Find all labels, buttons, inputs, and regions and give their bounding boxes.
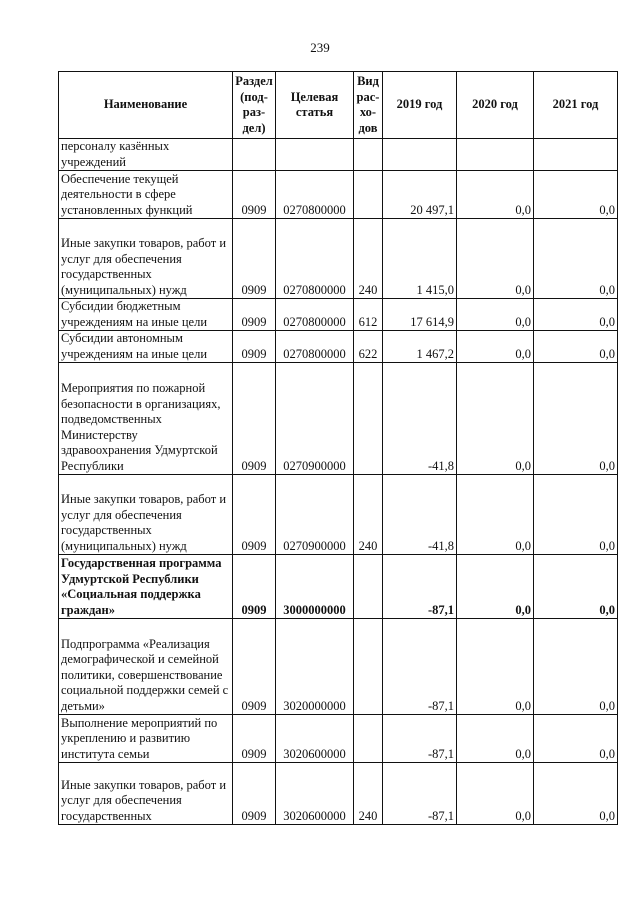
row-value-2019: -41,8 <box>383 363 457 475</box>
row-value-2019: -87,1 <box>383 715 457 763</box>
row-value-2020: 0,0 <box>457 555 534 619</box>
row-value-2020: 0,0 <box>457 299 534 331</box>
row-section: 0909 <box>233 299 276 331</box>
row-value-2021: 0,0 <box>534 619 618 715</box>
row-expense-type: 612 <box>354 299 383 331</box>
header-name: Наименование <box>59 72 233 139</box>
table-row <box>59 331 618 363</box>
row-target: 0270800000 <box>276 299 354 331</box>
row-section: 0909 <box>233 555 276 619</box>
row-value-2020 <box>457 139 534 171</box>
row-section: 0909 <box>233 715 276 763</box>
row-target: 3020600000 <box>276 763 354 825</box>
table-row <box>59 363 618 475</box>
row-value-2020: 0,0 <box>457 475 534 555</box>
header-2021: 2021 год <box>534 72 618 139</box>
row-name: Обеспечение текущей деятельности в сфере установленных функций <box>59 171 233 219</box>
table-body <box>59 139 618 825</box>
row-expense-type: 240 <box>354 763 383 825</box>
row-expense-type <box>354 363 383 475</box>
row-value-2019: -41,8 <box>383 475 457 555</box>
row-value-2019: -87,1 <box>383 619 457 715</box>
table-row <box>59 475 618 555</box>
row-name: Иные закупки товаров, работ и услуг для обеспечения государственных <box>59 763 233 825</box>
row-value-2019: -87,1 <box>383 555 457 619</box>
row-value-2021 <box>534 139 618 171</box>
row-expense-type: 240 <box>354 219 383 299</box>
row-target: 0270900000 <box>276 363 354 475</box>
row-value-2019: 1 467,2 <box>383 331 457 363</box>
row-value-2021: 0,0 <box>534 475 618 555</box>
table-row <box>59 171 618 219</box>
row-expense-type: 622 <box>354 331 383 363</box>
row-value-2020: 0,0 <box>457 619 534 715</box>
table-row <box>59 299 618 331</box>
table-header-row <box>59 72 618 139</box>
row-section: 0909 <box>233 331 276 363</box>
page-number: 239 <box>310 40 330 55</box>
row-value-2021: 0,0 <box>534 219 618 299</box>
row-expense-type <box>354 715 383 763</box>
row-target: 0270800000 <box>276 219 354 299</box>
row-section <box>233 139 276 171</box>
header-section: Раздел (под-раз-дел) <box>233 72 276 139</box>
row-value-2020: 0,0 <box>457 763 534 825</box>
header-target: Целевая статья <box>276 72 354 139</box>
table-row <box>59 555 618 619</box>
budget-table <box>58 71 618 825</box>
row-section: 0909 <box>233 171 276 219</box>
table-row <box>59 763 618 825</box>
row-name: Субсидии автономным учреждениям на иные цели <box>59 331 233 363</box>
row-target: 3000000000 <box>276 555 354 619</box>
table-row <box>59 715 618 763</box>
row-name: Иные закупки товаров, работ и услуг для обеспечения государственных (муниципальных) нужд <box>59 475 233 555</box>
row-expense-type <box>354 555 383 619</box>
row-value-2020: 0,0 <box>457 715 534 763</box>
row-value-2021: 0,0 <box>534 763 618 825</box>
table-row <box>59 619 618 715</box>
row-target <box>276 139 354 171</box>
row-value-2021: 0,0 <box>534 555 618 619</box>
row-value-2021: 0,0 <box>534 363 618 475</box>
row-name: Субсидии бюджетным учреждениям на иные цели <box>59 299 233 331</box>
header-2020: 2020 год <box>457 72 534 139</box>
row-value-2020: 0,0 <box>457 363 534 475</box>
row-value-2021: 0,0 <box>534 171 618 219</box>
row-expense-type: 240 <box>354 475 383 555</box>
row-section: 0909 <box>233 363 276 475</box>
row-value-2021: 0,0 <box>534 715 618 763</box>
row-value-2021: 0,0 <box>534 299 618 331</box>
row-target: 0270800000 <box>276 171 354 219</box>
header-expense-type: Вид рас-хо-дов <box>354 72 383 139</box>
row-name: Подпрограмма «Реализация демографической и семейной политики, совершенствование социальной поддержки семей с детьми» <box>59 619 233 715</box>
row-name: Выполнение мероприятий по укреплению и развитию института семьи <box>59 715 233 763</box>
row-value-2019: 20 497,1 <box>383 171 457 219</box>
table-row <box>59 139 618 171</box>
row-value-2020: 0,0 <box>457 219 534 299</box>
row-value-2020: 0,0 <box>457 171 534 219</box>
header-2019: 2019 год <box>383 72 457 139</box>
row-target: 3020000000 <box>276 619 354 715</box>
row-target: 0270900000 <box>276 475 354 555</box>
row-target: 3020600000 <box>276 715 354 763</box>
row-target: 0270800000 <box>276 331 354 363</box>
table-row <box>59 219 618 299</box>
row-name: персоналу казённых учреждений <box>59 139 233 171</box>
row-expense-type <box>354 171 383 219</box>
row-expense-type <box>354 139 383 171</box>
row-name: Государственная программа Удмуртской Республики «Социальная поддержка граждан» <box>59 555 233 619</box>
row-value-2019: -87,1 <box>383 763 457 825</box>
row-value-2020: 0,0 <box>457 331 534 363</box>
row-section: 0909 <box>233 763 276 825</box>
row-value-2019 <box>383 139 457 171</box>
row-section: 0909 <box>233 475 276 555</box>
row-name: Мероприятия по пожарной безопасности в организациях, подведомственных Министерству здравоохранения Удмуртской Республики <box>59 363 233 475</box>
row-section: 0909 <box>233 219 276 299</box>
row-value-2019: 1 415,0 <box>383 219 457 299</box>
row-section: 0909 <box>233 619 276 715</box>
row-name: Иные закупки товаров, работ и услуг для обеспечения государственных (муниципальных) нужд <box>59 219 233 299</box>
row-expense-type <box>354 619 383 715</box>
row-value-2019: 17 614,9 <box>383 299 457 331</box>
row-value-2021: 0,0 <box>534 331 618 363</box>
